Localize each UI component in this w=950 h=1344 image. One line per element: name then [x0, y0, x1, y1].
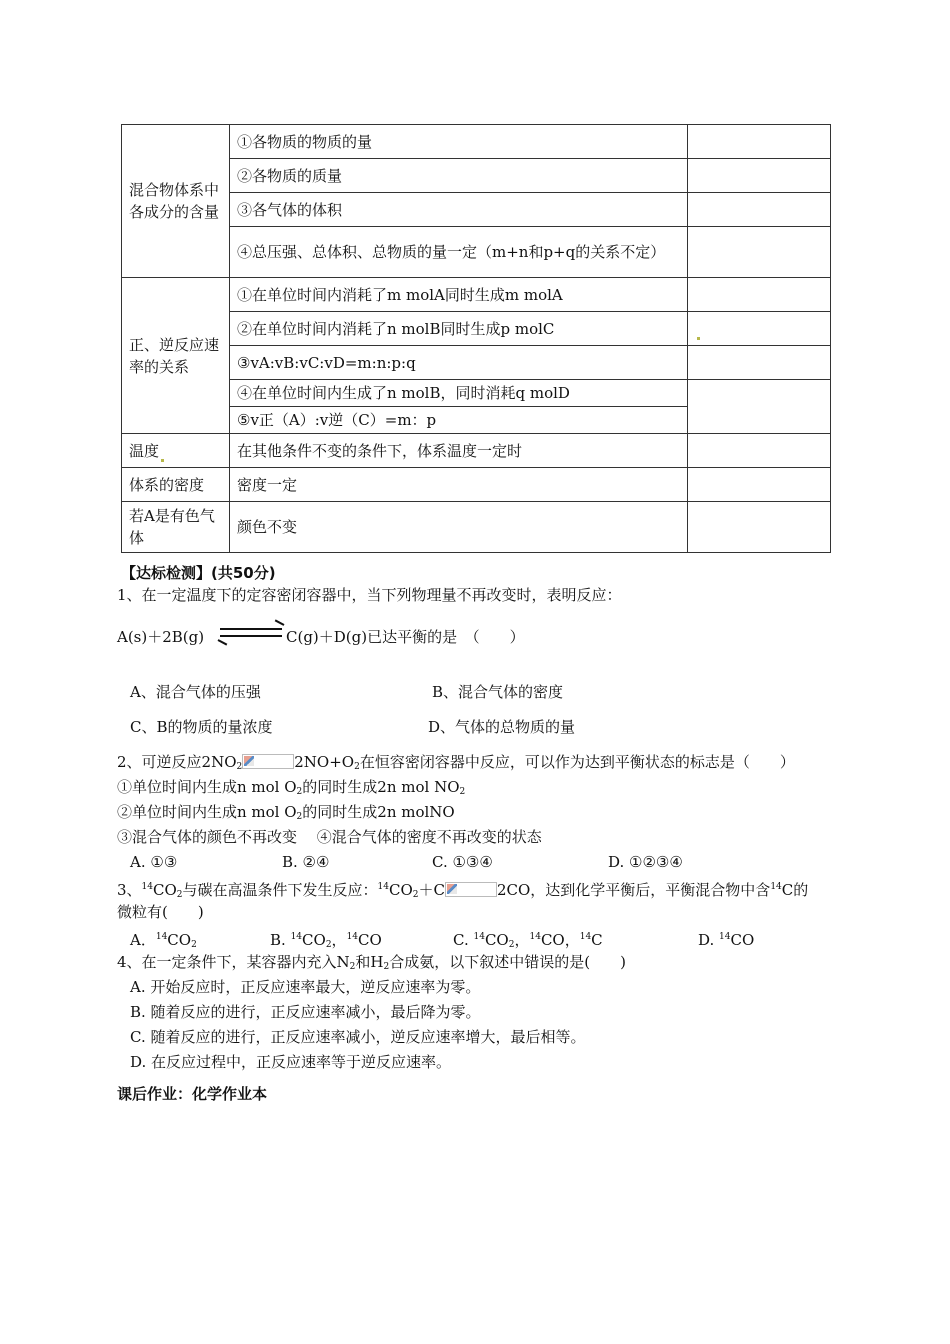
q4-option-c: C. 随着反应的进行，正反应速率减小，逆反应速率增大，最后相等。: [130, 1028, 586, 1046]
criterion-cell: 在其他条件不变的条件下，体系温度一定时: [230, 434, 688, 468]
criterion-cell: ②各物质的质量: [230, 159, 688, 193]
group-label-content: 混合物体系中各成分的含量: [122, 125, 230, 278]
criterion-cell: ④总压强、总体积、总物质的量一定（m+n和p+q的关系不定）: [230, 227, 688, 278]
q1-option-c: C、B的物质的量浓度: [130, 718, 273, 736]
q1-option-b: B、混合气体的密度: [432, 683, 564, 701]
row-label-color: 若A是有色气体: [122, 502, 230, 553]
section-title: 【达标检测】(共50分): [121, 564, 276, 582]
q1-equation-left: A(s)＋2B(g): [117, 628, 205, 646]
stray-dot: [161, 459, 164, 462]
criterion-cell: ③vA:vB:vC:vD=m:n:p:q: [230, 346, 688, 380]
criterion-cell: ④在单位时间内生成了n molB，同时消耗q molD: [230, 380, 688, 407]
q3-option-a: A．$^{14}CO_2$: [130, 931, 197, 950]
criterion-cell: ②在单位时间内消耗了n molB同时生成p molC: [230, 312, 688, 346]
q3-option-d: D. $^{14}$CO: [698, 931, 755, 949]
q4-option-d: D. 在反应过程中，正反应速率等于逆反应速率。: [130, 1053, 452, 1071]
criterion-cell: ①在单位时间内消耗了m molA同时生成m molA: [230, 278, 688, 312]
criterion-cell: ①各物质的物质的量: [230, 125, 688, 159]
q3-stem: 3、$^{14}CO_2$与碳在高温条件下发生反应：$^{14}CO_2+C$ 2CO，达到化学平衡后，平衡混合物中含$^{14}$C的: [117, 881, 809, 900]
q3-option-b: B. $^{14}CO_2$，$^{14}$CO: [270, 931, 382, 950]
row-label-temperature: 温度: [122, 434, 230, 468]
equilibrium-criteria-table: [121, 124, 831, 553]
criterion-cell: 密度一定: [230, 468, 688, 502]
q2-statement-3: ③混合气体的颜色不再改变 ④混合气体的密度不再改变的状态: [117, 828, 542, 846]
answer-cell: [688, 502, 831, 553]
answer-cell: [688, 125, 831, 159]
reaction-arrow-image-icon: [242, 754, 294, 769]
answer-cell: [688, 346, 831, 380]
reaction-arrow-image-icon: [445, 882, 497, 897]
criterion-cell: ⑤v正（A）:v逆（C）=m：p: [230, 407, 688, 434]
answer-cell: [688, 159, 831, 193]
q1-option-a: A、混合气体的压强: [130, 683, 261, 701]
q1-equation-right: C(g)＋D(g)已达平衡的是 （ ）: [286, 628, 525, 646]
q4-option-a: A. 开始反应时，正反应速率最大，逆反应速率为零。: [130, 978, 481, 996]
answer-cell: [688, 434, 831, 468]
q2-option-d: D. ①②③④: [608, 853, 683, 871]
homework-note: 课后作业：化学作业本: [117, 1085, 268, 1103]
q4-option-b: B. 随着反应的进行，正反应速率减小，最后降为零。: [130, 1003, 481, 1021]
q1-stem: 1、在一定温度下的定容密闭容器中，当下列物理量不再改变时，表明反应：: [117, 586, 622, 604]
q2-option-c: C. ①③④: [432, 853, 493, 871]
group-label-rate: 正、逆反应速率的关系: [122, 278, 230, 434]
q1-option-d: D、气体的总物质的量: [428, 718, 576, 736]
q2-option-a: A. ①③: [130, 853, 178, 871]
answer-cell: [688, 193, 831, 227]
answer-cell: [688, 312, 831, 346]
criterion-cell: ③各气体的体积: [230, 193, 688, 227]
q2-statement-1: ①单位时间内生成n mol $O_2$的同时生成2n mol $NO_2$: [117, 778, 466, 797]
answer-cell: [688, 227, 831, 278]
row-label-density: 体系的密度: [122, 468, 230, 502]
q3-option-c: C. $^{14}CO_2$，$^{14}$CO，$^{14}$C: [453, 931, 603, 950]
answer-cell: [688, 468, 831, 502]
q2-option-b: B. ②④: [282, 853, 330, 871]
stray-dot: [697, 337, 700, 340]
q2-statement-2: ②单位时间内生成n mol $O_2$的同时生成2n molNO: [117, 803, 455, 822]
answer-cell: [688, 278, 831, 312]
q2-stem: 2、可逆反应$2NO_2$ $2NO+O_2$在恒容密闭容器中反应，可以作为达到平衡状态的标志是（ ）: [117, 753, 795, 772]
q3-line-2: 微粒有( ): [117, 903, 204, 921]
equilibrium-arrows-icon: [220, 626, 282, 640]
answer-cell: [688, 380, 831, 434]
q4-stem: 4、在一定条件下，某容器内充入$N_2$和$H_2$合成氨，以下叙述中错误的是( ): [117, 953, 626, 972]
criterion-cell: 颜色不变: [230, 502, 688, 553]
